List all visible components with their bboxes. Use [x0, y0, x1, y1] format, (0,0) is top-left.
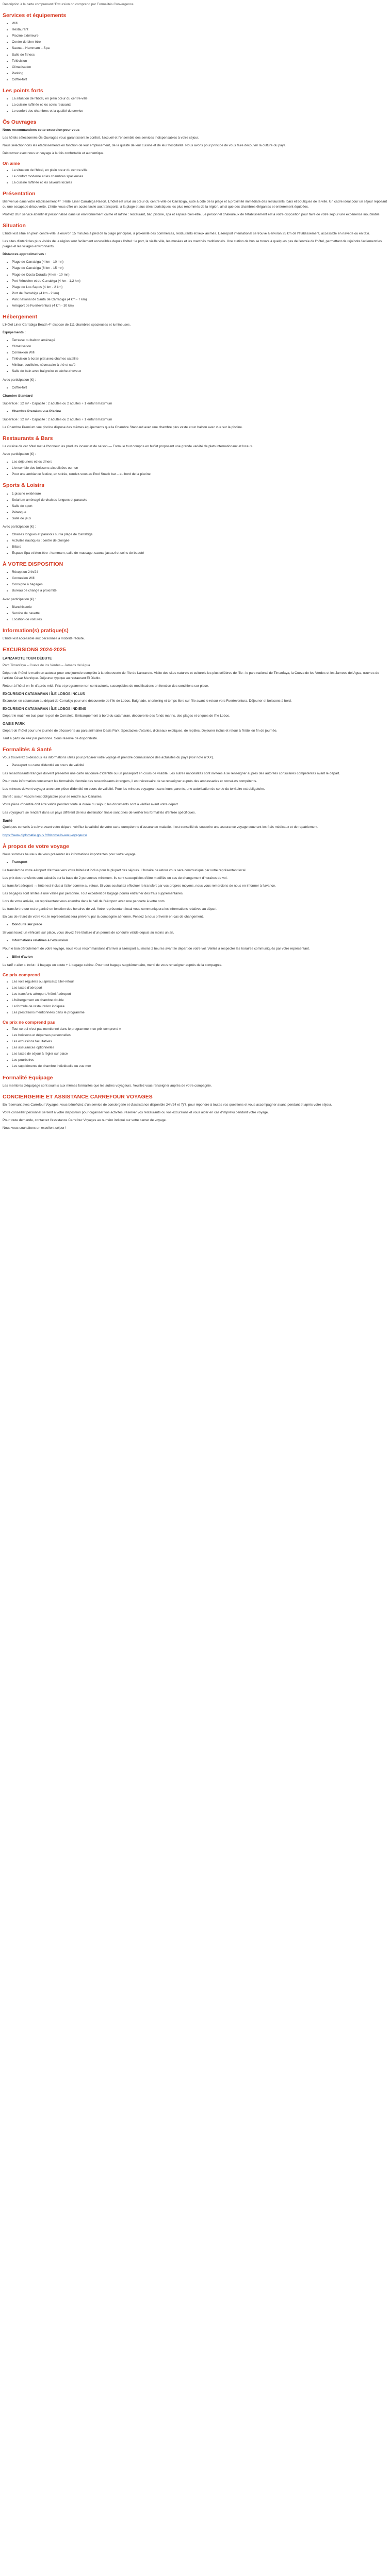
list-item: • Espace Spa et bien-être : hammam, salle de massage, sauna, jacuzzi et soins de beauté	[12, 551, 388, 556]
list-item: • Plage de Carrabiga (4 km - 10 mn)	[12, 260, 388, 265]
list-item: • Conduite sur place	[12, 922, 388, 927]
excursion-subheading: Parc Timanfaya – Cueva de los Verdes – Jameos del Agua	[3, 663, 90, 667]
formalite-equipage-paragraph: Les membres d'équipage sont soumis aux mêmes formalités que les autres voyageurs. Veuillez vous renseigner auprès de votre compagnie.	[3, 1083, 212, 1088]
chambre-standard-title: Chambre Standard	[3, 394, 33, 398]
excursion-paragraph: Excursion en catamaran au départ de Corralejo pour une découverte de l'île de Lobos. Baignade, snorkeling et temps libre sur l'île avant le retour vers Fuerteventura. Déjeuner et boissons à bord.	[3, 699, 292, 703]
disposition-list-2	[3, 605, 388, 622]
list-item: • Les excursions facultatives	[12, 1039, 388, 1044]
chambre-premium-list	[3, 409, 388, 414]
list-item: • Plage de Los Sapos (4 km - 2 km)	[12, 285, 388, 290]
excursion-paragraph: Départ de l'hôtel pour une journée de découverte au parc animalier Oasis Park. Spectacles d'otaries, d'oiseaux exotiques, de reptiles. Déjeuner inclus et retour à l'hôtel en fin de journée.	[3, 728, 278, 733]
list-item: • L'ensemble des boissons alcoolisées ou non	[12, 466, 388, 471]
excursion-heading: EXCURSION CATAMARAN / ÎLE LOBOS INDIENS	[3, 707, 86, 711]
situation-paragraph: L'hôtel est situé en plein centre-ville, à environ 15 minutes à pied de la plage principale, à proximité des commerces, restaurants et lieux animés. L'aéroport international se trouve à environ 25 km de l'établissement, accessible en navette ou en taxi.	[3, 232, 370, 236]
list-item: • Aéroport de Fuerteventura (4 km - 30 km)	[12, 303, 388, 309]
situation-title: Situation	[3, 223, 26, 229]
list-item: • Wifi	[12, 21, 388, 26]
propos-paragraph: En cas de retard de votre vol, le représentant sera prévenu par la compagnie aérienne. Pensez à nous prévenir en cas de changement.	[3, 915, 204, 919]
prix-ne-comprend-pas-title: Ce prix ne comprend pas	[3, 1020, 55, 1025]
infos-paragraph: L'hôtel est accessible aux personnes à mobilité réduite.	[3, 636, 85, 640]
chambre-premium-title: • Chambre Premium vue Piscine	[12, 409, 388, 414]
excursions-title: EXCURSIONS 2024-2025	[3, 646, 66, 653]
list-item: • Service de navette	[12, 611, 388, 616]
list-item: • Salle de bain avec baignoire et sèche-cheveux	[12, 369, 388, 374]
conciergerie-title: CONCIERGERIE ET ASSISTANCE CARREFOUR VOYAGES	[3, 1093, 153, 1100]
list-item: • Connexion Wifi	[12, 350, 388, 355]
list-item: • Consigne à bagages	[12, 582, 388, 587]
excursion-paragraph: Tarif à partir de 44€ par personne. Sous réserve de disponibilité.	[3, 736, 98, 740]
list-item: • La cuisine raffinée et les soins relaxants	[12, 103, 388, 108]
list-item: • Billard	[12, 545, 388, 550]
presentation-paragraph: Bienvenue dans votre établissement 4* : Hôtel Liner Carrabiga Resort. L'hôtel est situé au cœur du centre-ville de Carrabiga, juste à côté de la plage et à proximité immédiate des restaurants, bars et boutiques de la ville. Un cadre idéal pour un séjour reposant ou une escapade découverte. L'hôtel vous offre un accès facile aux transports, à la plage et aux sites touristiques les plus renommés de la région, ainsi que des chambres élégantes et entièrement équipées.	[3, 199, 387, 209]
points-forts-list	[3, 96, 388, 114]
list-item: • Bureau de change à proximité	[12, 588, 388, 594]
hebergement-list	[3, 338, 388, 374]
list-item: • Les taxes de séjour à régler sur place	[12, 1052, 388, 1057]
formalites-paragraph: Pour toute information concernant les formalités d'entrée des ressortissants étrangers, il est nécessaire de se renseigner auprès des ambassades et consulats compétents.	[3, 779, 257, 784]
list-item: • Passeport ou carte d'identité en cours de validité	[12, 763, 388, 768]
list-item: • Le confort des chambres et la qualité du service	[12, 109, 388, 114]
list-item: • Activités nautiques : centre de plongée	[12, 538, 388, 544]
infos-title: Information(s) pratique(s)	[3, 627, 69, 634]
list-item: • Piscine extérieure	[12, 33, 388, 39]
formalites-paragraph: Vous trouverez ci-dessous les informations utiles pour préparer votre voyage et prendre connaissance des actualités du pays (voir note n°XX).	[3, 756, 214, 760]
list-item: • Climatisation	[12, 344, 388, 349]
disposition-participation-label: Avec participation (€) :	[3, 597, 36, 601]
list-item: • Parc national de Santa de Carrabiga (4 km - 7 km)	[12, 297, 388, 302]
excursion-heading: LANZAROTE TOUR DÉBUTE	[3, 657, 52, 661]
conciergerie-paragraph: Pour toute demande, contactez l'assistance Carrefour Voyages au numéro indiqué sur votre carnet de voyage.	[3, 1118, 167, 1122]
ouvrages-title: Ôs Ouvrages	[3, 119, 37, 126]
propos-paragraph: Le transfert retour est organisé en fonction des horaires de vol. Votre représentant local vous communiquera les informations relatives au départ.	[3, 907, 218, 911]
list-item: • Les assurances optionnelles	[12, 1045, 388, 1050]
list-item: • Billet d'avion	[12, 955, 388, 960]
list-item: • Les boissons et dépenses personnelles	[12, 1033, 388, 1038]
list-item: • 1 piscine extérieure	[12, 492, 388, 497]
list-item: • Le confort moderne et les chambres spacieuses	[12, 174, 388, 179]
list-item: • Les transferts aéroport / hôtel / aéroport	[12, 992, 388, 997]
propos-list-2	[3, 922, 388, 927]
list-item: • Port Vénézien et de Carrabiga (4 km - 1,2 km)	[12, 279, 388, 284]
ouvrages-paragraph: Découvrez avec nous un voyage à la fois confortable et authentique.	[3, 151, 105, 156]
list-item: • Les déjeuners et les dîners	[12, 460, 388, 465]
conciergerie-paragraph: Nous vous souhaitons un excellent séjour !	[3, 1126, 67, 1130]
hebergement-title: Hébergement	[3, 313, 38, 320]
propos-paragraph: Lors de votre arrivée, un représentant vous attendra dans le hall de l'aéroport avec une pancarte à votre nom.	[3, 900, 166, 904]
sports-participation-label: Avec participation (€) :	[3, 524, 36, 529]
list-item: • Les vols réguliers ou spéciaux aller-retour	[12, 979, 388, 985]
prix-ne-comprend-pas-list	[3, 1027, 388, 1069]
excursion-paragraph: Retour à l'hôtel en fin d'après-midi. Prix et programme non contractuels, susceptibles de modifications en fonction des conditions sur place.	[3, 684, 209, 688]
presentation-paragraph: Profitez d'un service attentif et personnalisé dans un environnement calme et raffiné : restaurant, bar, piscine, spa et espace bien-être. Le personnel chaleureux de l'établissement est à votre disposition pour faire de votre séjour une expérience inoubliable.	[3, 212, 381, 216]
formalite-equipage-title: Formalité Équipage	[3, 1074, 53, 1081]
formalites-paragraph: Les ressortissants français doivent présenter une carte nationale d'identité ou un passeport en cours de validité. Les autres nationalités sont invitées à se renseigner auprès des autorités consulaires compétentes avant le départ.	[3, 772, 340, 776]
conciergerie-paragraph: Votre conseiller personnel se tient à votre disposition pour organiser vos activités, réserver vos restaurants ou vos excursions et vous aider en cas d'imprévu pendant votre voyage.	[3, 1110, 269, 1114]
hebergement-participation-label: Avec participation (€) :	[3, 378, 36, 382]
presentation-title: Présentation	[3, 190, 36, 197]
list-item: • Salle de fitness	[12, 53, 388, 58]
list-item: • Port de Carrabiga (4 km - 2 km)	[12, 291, 388, 296]
sports-list-2	[3, 532, 388, 556]
formalites-title: Formalités & Santé	[3, 746, 52, 753]
list-item: • Pour une ambiance festive, en soirée, rendez-vous au Pool Snack bar – au bord de la piscine	[12, 472, 388, 477]
excursion-heading: EXCURSION CATAMARAN / ÎLE LOBOS INCLUS	[3, 692, 85, 697]
ouvrages-subtitle: Nous recommandons cette excursion pour vous	[3, 128, 80, 132]
ouvrages-paragraph: Les hôtels sélectionnés Ôs Ouvrages vous garantissent le confort, l'accueil et l'ensemble des services indispensables à votre séjour.	[3, 136, 199, 140]
disposition-title: À VOTRE DISPOSITION	[3, 561, 63, 568]
list-item: • Sauna – Hammam – Spa	[12, 46, 388, 51]
propos-paragraph: Le tarif « aller » inclut : 1 bagage en soute + 1 bagage cabine. Pour tout bagage supplémentaire, merci de vous renseigner auprès de la compagnie.	[3, 963, 222, 967]
list-item: • Pétanque	[12, 510, 388, 515]
list-item: • Les suppléments de chambre individuelle ou vue mer	[12, 1064, 388, 1069]
chambre-standard-details: Superficie : 22 m² - Capacité : 2 adultes ou 2 adultes + 1 enfant maximum	[3, 401, 112, 405]
sports-title: Sports & Loisirs	[3, 482, 45, 489]
list-item: • Informations relatives à l'excursion	[12, 938, 388, 943]
formalites-list	[3, 763, 388, 768]
on-aime-list	[3, 168, 388, 185]
list-item: • Terrasse ou balcon aménagé	[12, 338, 388, 343]
list-item: • Plage de Costa Dorada (4 km - 10 mn)	[12, 273, 388, 278]
propos-title: À propos de votre voyage	[3, 843, 69, 850]
list-item: • Plage de Carrabiga (6 km - 15 mn)	[12, 266, 388, 271]
list-item: • Minibar, bouilloire, nécessaire à thé et café	[12, 363, 388, 368]
propos-list-4	[3, 955, 388, 960]
formalites-paragraph: Les mineurs doivent voyager avec une pièce d'identité en cours de validité. Pour les mineurs voyageant sans leurs parents, une autorisation de sortie du territoire est obligatoire.	[3, 787, 265, 791]
propos-paragraph: Les prix des transferts sont calculés sur la base de 2 personnes minimum. Ils sont susceptibles d'être modifiés en cas de changement d'horaires de vol.	[3, 876, 228, 880]
propos-paragraph: Les bagages sont limités à une valise par personne. Tout excédent de bagage pourra entraîner des frais supplémentaires.	[3, 892, 184, 896]
list-item: • Blanchisserie	[12, 605, 388, 610]
list-item: • L'hébergement en chambre double	[12, 998, 388, 1003]
list-item: • Tout ce qui n'est pas mentionné dans le programme « ce prix comprend »	[12, 1027, 388, 1032]
list-item: • Les prestations mentionnées dans le programme	[12, 1010, 388, 1015]
hebergement-paragraph: L'Hôtel Liner Carrabiga Beach 4* dispose de 111 chambres spacieuses et lumineuses.	[3, 323, 131, 327]
list-item: • Salle de jeux	[12, 516, 388, 521]
list-item: • Solarium aménagé de chaises longues et parasols	[12, 498, 388, 503]
propos-paragraph: Nous sommes heureux de vous présenter les informations importantes pour votre voyage.	[3, 852, 137, 856]
list-item: • Les taxes d'aéroport	[12, 986, 388, 991]
propos-paragraph: Le transfert aéroport ↔ hôtel est inclus à l'aller comme au retour. Si vous souhaitez effectuer le transfert par vos propres moyens, nous vous remercions de nous en informer à l'avance.	[3, 884, 276, 888]
formalites-link-paragraph	[3, 833, 388, 838]
list-item: • La formule de restauration indiquée	[12, 1004, 388, 1009]
list-item: • Télévision	[12, 59, 388, 64]
list-item: • Transport	[12, 860, 388, 865]
formalites-paragraph: Santé : aucun vaccin n'est obligatoire pour se rendre aux Canaries.	[3, 795, 103, 799]
situation-paragraph: Les sites d'intérêt les plus visités de la région sont facilement accessibles depuis l'hôtel : le port, la vieille ville, les musées et les marchés traditionnels. Une station de bus se trouve à quelques pas de l'entrée de l'hôtel, permettant de rejoindre facilement les plages et les villages environnants.	[3, 240, 382, 249]
list-item: • Réception 24h/24	[12, 570, 388, 575]
excursion-heading: OASIS PARK	[3, 722, 25, 726]
on-aime-title: On aime	[3, 160, 20, 166]
situation-distances-label: Distances approximatives :	[3, 252, 46, 257]
hebergement-list-2	[3, 385, 388, 391]
page	[0, 0, 391, 1137]
chambre-premium-description: La Chambre Premium vue piscine dispose des mêmes équipements que la Chambre Standard avec une chambre plus vaste et un balcon avec vue sur la piscine.	[3, 425, 243, 429]
situation-distances-list	[3, 260, 388, 309]
diplomatie-link[interactable]: https://www.diplomatie.gouv.fr/fr/conseils-aux-voyageurs/	[3, 833, 87, 837]
list-item: • Coffre-fort	[12, 77, 388, 82]
propos-list	[3, 860, 388, 865]
intro-text: Description à la carte comprenant l'Excursion on comprend par Formalités Convergence	[3, 3, 134, 6]
list-item: • Location de voitures	[12, 617, 388, 622]
services-list	[3, 21, 388, 82]
list-item: • Climatisation	[12, 65, 388, 70]
ouvrages-paragraph: Nous sélectionnons les établissements en fonction de leur emplacement, de la qualité de leur cuisine et de leur hospitalité. Nous avons pour principe de vous faire découvrir la culture du pays.	[3, 144, 286, 148]
restaurants-list	[3, 460, 388, 477]
list-item: • Salle de sport	[12, 504, 388, 509]
list-item: • Parking	[12, 71, 388, 76]
chambre-premium-details: Superficie : 32 m² - Capacité : 2 adultes ou 2 adultes + 1 enfant maximum	[3, 417, 112, 421]
excursion-paragraph: Départ le matin en bus pour le port de Corralejo. Embarquement à bord du catamaran, découverte des fonds marins, des plages et criques de l'île Lobos.	[3, 714, 230, 718]
list-item: • La situation de l'hôtel, en plein cœur du centre-ville	[12, 96, 388, 101]
prix-comprend-list	[3, 979, 388, 1015]
propos-paragraph: Le transfert de votre aéroport d'arrivée vers votre hôtel est inclus pour la plupart des séjours. L'horaire de retour vous sera communiqué par votre représentant local.	[3, 868, 247, 872]
list-item: • Télévision à écran plat avec chaînes satellite	[12, 357, 388, 362]
sports-list	[3, 492, 388, 521]
propos-paragraph: Si vous louez un véhicule sur place, vous devez être titulaire d'un permis de conduire valide depuis au moins un an.	[3, 931, 174, 935]
restaurants-title: Restaurants & Bars	[3, 435, 53, 442]
formalites-paragraph: Quelques conseils à suivre avant votre départ : vérifiez la validité de votre carte européenne d'assurance maladie. Il est conseillé de souscrire une assurance voyage couvrant les frais médicaux et de rapatriement.	[3, 825, 318, 829]
points-forts-title: Les points forts	[3, 87, 43, 94]
list-item: • La cuisine raffinée et les saveurs locales	[12, 180, 388, 185]
prix-comprend-title: Ce prix comprend	[3, 972, 40, 977]
restaurants-participation-label: Avec participation (€) :	[3, 452, 36, 456]
list-item: • Coffre-fort	[12, 385, 388, 391]
disposition-list	[3, 570, 388, 594]
list-item: • Centre de bien-être	[12, 40, 388, 45]
list-item: • Les pourboires	[12, 1058, 388, 1063]
list-item: • Connexion Wifi	[12, 576, 388, 581]
formalites-paragraph: Les voyageurs se rendant dans un pays différent de leur destination finale sont priés de vérifier les formalités d'entrée spécifiques.	[3, 810, 196, 815]
hebergement-equipements-label: Équipements :	[3, 331, 26, 335]
services-title: Services et équipements	[3, 12, 67, 19]
list-item: • Chaises longues et parasols sur la plage de Carrabiga	[12, 532, 388, 537]
restaurants-paragraph: La cuisine de cet hôtel met à l'honneur les produits locaux et de saison — Formule tout compris en buffet proposant une grande variété de plats internationaux et locaux.	[3, 445, 253, 449]
propos-list-3	[3, 938, 388, 943]
sante-heading: Santé	[3, 819, 13, 823]
list-item: • Restaurant	[12, 27, 388, 32]
formalites-paragraph: Votre pièce d'identité doit être valide pendant toute la durée du séjour, les documents sont à vérifier avant votre départ.	[3, 803, 179, 807]
excursion-paragraph: Départ de l'hôtel le matin en autocar pour une journée complète à la découverte de l'île de Lanzarote. Visite des sites naturels et culturels les plus célèbres de l'île : le parc national de Timanfaya, la Cueva de los Verdes et les Jameos del Agua, œuvres de l'artiste César Manrique. Déjeuner typique au restaurant El Diablo.	[3, 671, 379, 681]
conciergerie-paragraph: En réservant avec Carrefour Voyages, vous bénéficiez d'un service de conciergerie et d'assistance disponible 24h/24 et 7j/7, pour répondre à toutes vos questions et vous accompagner avant, pendant et après votre séjour.	[3, 1103, 332, 1107]
list-item: • La situation de l'hôtel, en plein cœur du centre-ville	[12, 168, 388, 173]
propos-paragraph: Pour le bon déroulement de votre voyage, nous vous recommandons d'arriver à l'aéroport au moins 2 heures avant le départ de votre vol. Veillez à respecter les horaires communiqués par votre représentant.	[3, 947, 310, 951]
